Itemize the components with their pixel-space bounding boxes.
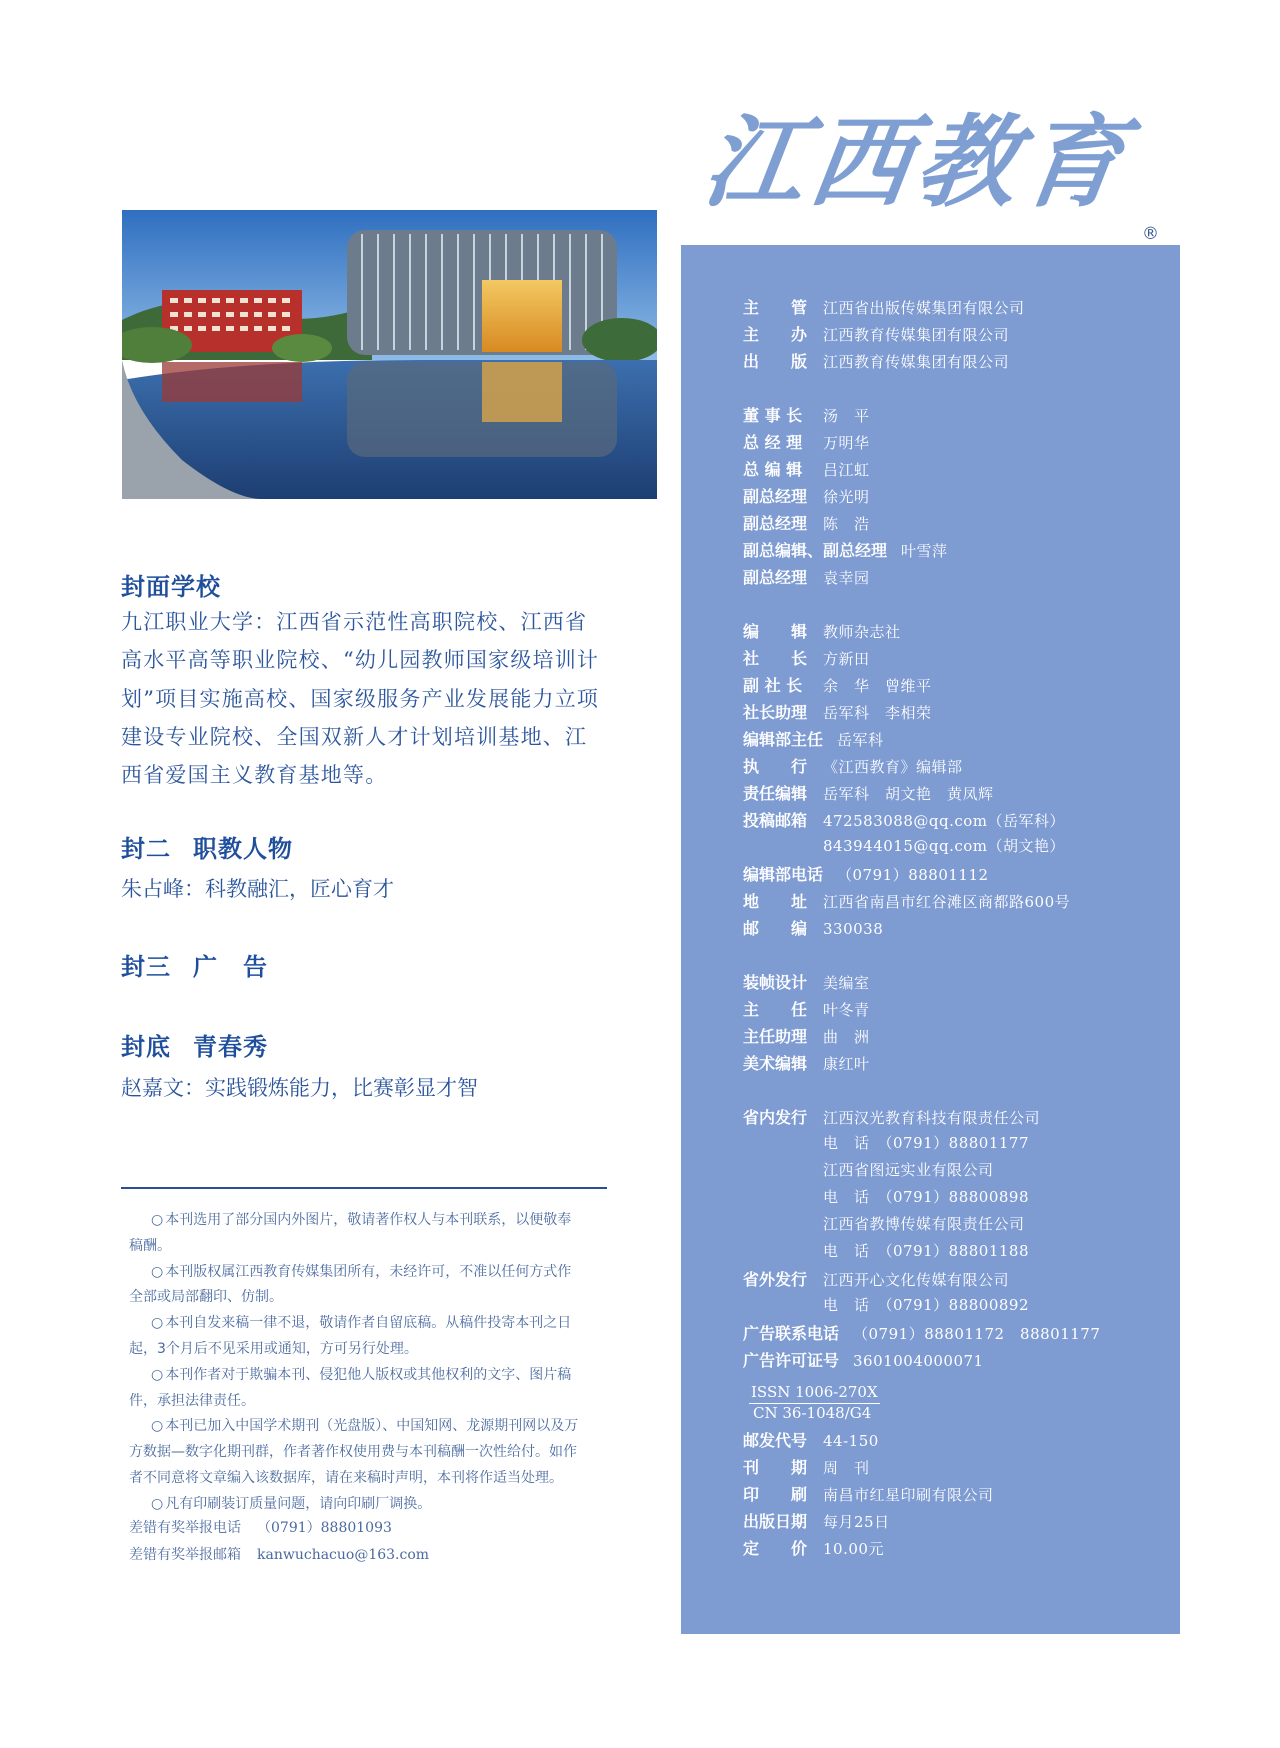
- cover2-description: 朱占峰：科教融汇，匠心育才: [121, 877, 394, 901]
- masthead-label: 副总经理: [743, 514, 808, 533]
- masthead-value: 江西省出版传媒集团有限公司: [823, 299, 1025, 317]
- masthead-value: 江西汉光教育科技有限责任公司: [823, 1109, 1041, 1127]
- masthead-label: 主 管: [743, 298, 808, 317]
- masthead-row: [743, 538, 948, 561]
- masthead-row: [743, 889, 1070, 912]
- notice-item: ○ 本刊版权属江西教育传媒集团所有，未经许可，不准以任何方式作全部或局部翻印、仿制。: [129, 1263, 572, 1306]
- masthead-label: 总 编 辑: [743, 460, 803, 479]
- masthead-label: 社 长: [743, 649, 808, 668]
- notice-item: ○ 本刊已加入中国学术期刊（光盘版）、中国知网、龙源期刊网以及万方数据—数字化期刊群，作者著作权使用费与本刊稿酬一次性给付。如作者不同意将文章编入该数据库，请在来稿时声明，本刊将作适当处理。: [129, 1418, 579, 1486]
- masthead-row: [743, 1509, 890, 1532]
- masthead-value: 叶冬青: [823, 1001, 870, 1019]
- masthead-label: 副总经理: [743, 568, 808, 587]
- notice-item: ○ 本刊自发来稿一律不退，敬请作者自留底稿。从稿件投寄本刊之日起，3个月后不见采用或通知，方可另行处理。: [129, 1315, 572, 1357]
- masthead-label: 印 刷: [743, 1485, 808, 1504]
- masthead-label: 装帧设计: [743, 973, 808, 992]
- masthead-row: [743, 1482, 994, 1505]
- masthead-row: [743, 1213, 1025, 1234]
- masthead-value: 江西教育传媒集团有限公司: [823, 353, 1010, 371]
- masthead-row: [743, 511, 870, 534]
- notice-item: ○ 本刊作者对于欺骗本刊、侵犯他人版权或其他权利的文字、图片稿件，承担法律责任。: [129, 1366, 572, 1409]
- masthead-row: [743, 1267, 1009, 1290]
- masthead-label: 美术编辑: [743, 1054, 808, 1073]
- logo-text: 江西教育: [696, 103, 1138, 221]
- masthead-label: 刊 期: [743, 1458, 808, 1477]
- masthead-row: [743, 322, 1009, 345]
- masthead-label: 省外发行: [743, 1270, 808, 1289]
- masthead-panel: [681, 245, 1180, 1634]
- masthead-value: 汤 平: [823, 407, 870, 425]
- masthead-row: [743, 484, 870, 507]
- masthead-value: （0791）88801112: [837, 866, 989, 884]
- masthead-row: [743, 646, 870, 669]
- masthead-row: [743, 1186, 1029, 1207]
- masthead-value: 每月25日: [823, 1513, 890, 1531]
- masthead-row: [743, 1455, 870, 1478]
- masthead-row: [743, 349, 1009, 372]
- masthead-label: 编辑部电话: [743, 865, 824, 884]
- masthead-label: 地 址: [743, 892, 808, 911]
- masthead-value: 472583088@qq.com（岳军科）: [823, 812, 1066, 830]
- masthead-value: 330038: [823, 920, 884, 938]
- masthead-value: 电 话 （0791）88801188: [823, 1242, 1030, 1260]
- masthead-value: 江西省南昌市红谷滩区商都路600号: [823, 893, 1071, 911]
- masthead-row: [743, 403, 870, 426]
- masthead-row: [743, 1240, 1029, 1261]
- magazine-logo: [696, 92, 1175, 232]
- masthead-value: 康红叶: [823, 1055, 870, 1073]
- masthead-label: 邮 编: [743, 919, 808, 938]
- masthead-label: 定 价: [743, 1539, 808, 1558]
- masthead-value: 3601004000071: [853, 1352, 984, 1370]
- masthead-label: 主 办: [743, 325, 808, 344]
- masthead-value: 江西省图远实业有限公司: [823, 1161, 994, 1179]
- notice-item: ○ 凡有印刷装订质量问题，请向印刷厂调换。: [151, 1495, 432, 1512]
- masthead-row: [743, 700, 932, 723]
- masthead-label: 主任助理: [743, 1027, 808, 1046]
- masthead-label: 广告许可证号: [743, 1351, 840, 1370]
- masthead-value: 843944015@qq.com（胡文艳）: [823, 837, 1066, 855]
- masthead-value: 江西省教博传媒有限责任公司: [823, 1215, 1025, 1233]
- masthead-label: 编辑部主任: [743, 730, 824, 749]
- masthead-value: 叶雪萍: [901, 542, 948, 560]
- cn-number: CN 36-1048/G4: [753, 1404, 872, 1422]
- masthead-value: 曲 洲: [823, 1028, 870, 1046]
- issn-block: [749, 1383, 880, 1423]
- notice-item: ○ 本刊选用了部分国内外图片，敬请著作权人与本刊联系，以便敬奉稿酬。: [129, 1212, 572, 1254]
- masthead-row: [743, 808, 1065, 831]
- masthead-row: [743, 1348, 984, 1371]
- masthead-label: 投稿邮箱: [743, 811, 808, 830]
- masthead-label: 出 版: [743, 352, 808, 371]
- masthead-label: 广告联系电话: [743, 1324, 840, 1343]
- masthead-label: 出版日期: [743, 1512, 808, 1531]
- back-cover-description: 赵嘉文：实践锻炼能力，比赛彰显才智: [121, 1076, 478, 1100]
- cover-school-description: 九江职业大学：江西省示范性高职院校、江西省高水平高等职业院校、“幼儿园教师国家级培训计划”项目实施高校、国家级服务产业发展能力立项建设专业院校、全国双新人才计划培训基地、江西省爱国主义教育基地等。: [121, 610, 600, 788]
- masthead-value: 岳军科: [837, 731, 884, 749]
- masthead-label: 副总编辑、副总经理: [743, 541, 888, 560]
- masthead-row: [743, 781, 994, 804]
- cover2-heading: [121, 829, 293, 864]
- masthead-row: [743, 1536, 884, 1559]
- masthead-value: 陈 浩: [823, 515, 870, 533]
- masthead-row: [743, 619, 901, 642]
- error-report-email: 差错有奖举报邮箱 kanwuchacuo@163.com: [129, 1547, 430, 1563]
- masthead-row: [743, 295, 1025, 318]
- masthead-label: 副总经理: [743, 487, 808, 506]
- issn-number: ISSN 1006-270X: [749, 1383, 880, 1404]
- masthead-value: 袁幸园: [823, 569, 870, 587]
- registered-mark: ®: [1142, 224, 1159, 244]
- error-report-phone: 差错有奖举报电话 （0791）88801093: [129, 1520, 392, 1536]
- masthead-row: [743, 1024, 870, 1047]
- masthead-row: [743, 970, 870, 993]
- cover-school-title: 封面学校: [121, 573, 221, 601]
- notice-list: [129, 1208, 584, 1518]
- masthead-row: [743, 565, 870, 588]
- masthead-row: [743, 1159, 994, 1180]
- back-cover-title: 封底: [121, 1033, 171, 1061]
- masthead-value: 江西开心文化传媒有限公司: [823, 1271, 1010, 1289]
- masthead-value: 44-150: [823, 1432, 879, 1450]
- cover2-title: 封二: [121, 835, 171, 863]
- masthead-row: [743, 430, 870, 453]
- masthead-value: 10.00元: [823, 1540, 884, 1558]
- masthead-label: 主 任: [743, 1000, 808, 1019]
- masthead-label: 副 社 长: [743, 676, 803, 695]
- masthead-label: 省内发行: [743, 1108, 808, 1127]
- masthead-label: 邮发代号: [743, 1431, 808, 1450]
- masthead-row: [743, 1051, 870, 1074]
- masthead-row: [743, 1294, 1029, 1315]
- masthead-label: 执 行: [743, 757, 808, 776]
- masthead-label: 总 经 理: [743, 433, 803, 452]
- back-cover-subtitle: 青春秀: [193, 1033, 268, 1061]
- masthead-value: 岳军科 李相荣: [823, 704, 932, 722]
- masthead-row: [743, 916, 883, 939]
- masthead-label: 责任编辑: [743, 784, 808, 803]
- masthead-value: 方新田: [823, 650, 870, 668]
- masthead-row: [743, 457, 870, 480]
- masthead-row: [743, 1132, 1029, 1153]
- masthead-value: 教师杂志社: [823, 623, 901, 641]
- masthead-value: 电 话 （0791）88800892: [823, 1296, 1030, 1314]
- masthead-value: 岳军科 胡文艳 黄凤辉: [823, 785, 994, 803]
- masthead-row: [743, 997, 870, 1020]
- masthead-row: [743, 1105, 1040, 1128]
- masthead-row: [743, 754, 963, 777]
- masthead-row: [743, 1428, 879, 1451]
- cover2-subtitle: 职教人物: [193, 835, 293, 863]
- cover3-heading: [121, 947, 268, 982]
- masthead-value: 《江西教育》编辑部: [823, 758, 963, 776]
- masthead-value: 江西教育传媒集团有限公司: [823, 326, 1010, 344]
- cover-school-photo: [122, 210, 657, 499]
- masthead-value: 电 话 （0791）88801177: [823, 1134, 1030, 1152]
- masthead-row: [743, 727, 884, 750]
- masthead-value: 吕江虹: [823, 461, 870, 479]
- divider-rule: [121, 1187, 607, 1189]
- masthead-value: 美编室: [823, 974, 870, 992]
- masthead-value: 余 华 曾维平: [823, 677, 932, 695]
- masthead-label: 编 辑: [743, 622, 808, 641]
- masthead-value: 电 话 （0791）88800898: [823, 1188, 1030, 1206]
- masthead-value: 周 刊: [823, 1459, 870, 1477]
- masthead-row: [743, 1321, 1100, 1344]
- masthead-value: 万明华: [823, 434, 870, 452]
- cover3-title: 封三: [121, 953, 171, 981]
- masthead-label: 社长助理: [743, 703, 808, 722]
- masthead-row: [743, 673, 932, 696]
- masthead-value: （0791）88801172 88801177: [853, 1325, 1101, 1343]
- cover3-subtitle: 广 告: [193, 953, 268, 981]
- masthead-value: 徐光明: [823, 488, 870, 506]
- masthead-row: [743, 862, 989, 885]
- back-cover-heading: [121, 1027, 268, 1062]
- masthead-label: 董 事 长: [743, 406, 803, 425]
- masthead-row: [743, 835, 1065, 856]
- masthead-value: 南昌市红星印刷有限公司: [823, 1486, 994, 1504]
